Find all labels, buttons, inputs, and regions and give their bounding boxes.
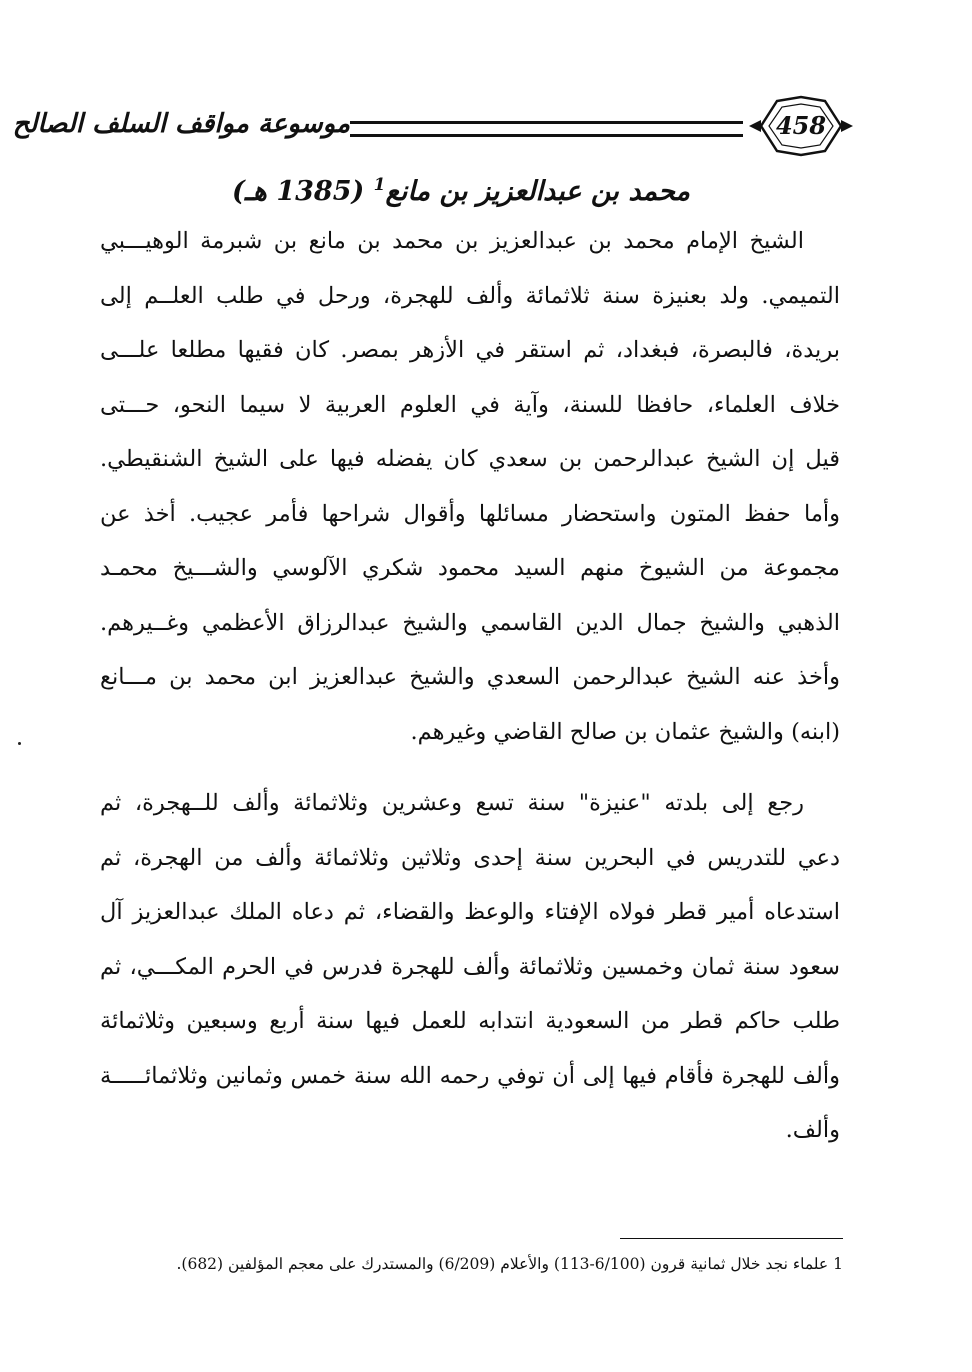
text-line: خلاف العلماء، حافظا للسنة، وآية في العلوم العربية لا سيما النحو، حـــتى [100, 391, 840, 418]
text-line: طلب حاكم قطر من السعودية انتدابه للعمل فيها سنة أربع وسبعين وثلاثمائة [100, 1008, 840, 1034]
header-rule [350, 121, 743, 137]
text-line: وأخذ عنه الشيخ عبدالرحمن السعدي والشيخ عبدالعزيز ابن محمد بن مـــانع [100, 664, 840, 690]
text-line: رجع إلى بلدته "عنيزة" سنة تسع وعشرين وثلاثمائة وألف للــهجرة، ثم [100, 790, 804, 816]
biography-title [150, 162, 690, 208]
page-header [12, 95, 855, 157]
series-title: موسوعة مواقف السلف الصالح [12, 109, 350, 139]
text-line: سعود سنة ثمان وخمسين وثلاثمائة وألف للهجرة فدرس في الحرم المكـــي، ثم [100, 953, 840, 980]
text-line: وأما حفظ المتون واستحضار مسائلها وأقوال شراحها فأمر عجيب. أخذ عن [100, 500, 840, 527]
page-number: 458 [775, 111, 827, 140]
text-line: (ابنه) والشيخ عثمان بن صالح القاضي وغيرهم. [410, 718, 840, 745]
text-line: وألف. [785, 1117, 840, 1143]
paragraph-1 [100, 214, 840, 759]
text-line: استدعاه أمير قطر فولاه الإفتاء والوعظ والقضاء، ثم دعاه الملك عبدالعزيز آل [100, 899, 840, 925]
text-line: الذهبي والشيخ جمال الدين القاسمي والشيخ عبدالرزاق الأعظمي وغــيرهم. [100, 609, 840, 636]
title-footnote-ref: 1 [373, 175, 386, 195]
text-line: التميمي. ولد بعنيزة سنة ثلاثمائة وألف للهجرة، ورحل في طلب العلــم إلى [100, 282, 840, 309]
text-line: الشيخ الإمام محمد بن عبدالعزيز بن محمد بن مانع بن شبرمة الوهيـــبي [100, 228, 804, 254]
text-line: دعي للتدريس في البحرين سنة إحدى وثلاثين وثلاثمائة وألف من الهجرة، ثم [100, 844, 840, 871]
title-date: (1385 هـ) [232, 176, 365, 207]
scan-speck [18, 742, 21, 745]
footnote [100, 1248, 843, 1280]
page-number-badge [747, 95, 855, 157]
footnote-number: 1 [833, 1255, 843, 1273]
footnote-divider [620, 1238, 843, 1239]
text-line: قيل إن الشيخ عبدالرحمن بن سعدي كان يفضله فيها على الشيخ الشنقيطي. [100, 446, 840, 472]
text-line: بريدة، فالبصرة، فبغداد، ثم استقر في الأزهر بمصر. كان فقيها مطلعا علـــى [100, 337, 840, 363]
title-name: محمد بن عبدالعزيز بن مانع [385, 176, 690, 207]
text-line: وألف للهجرة فأقام فيها إلى أن توفي رحمه الله سنة خمس وثمانين وثلاثمائـــــة [100, 1062, 840, 1089]
footnote-text: علماء نجد خلال ثمانية قرون (6/100-113) والأعلام (6/209) والمستدرك على معجم المؤلفين (682). [176, 1255, 829, 1273]
text-line: مجموعة من الشيوخ منهم السيد محمود شكري الآلوسي والشـــيخ محمـد [100, 555, 840, 581]
paragraph-2 [100, 776, 840, 1158]
